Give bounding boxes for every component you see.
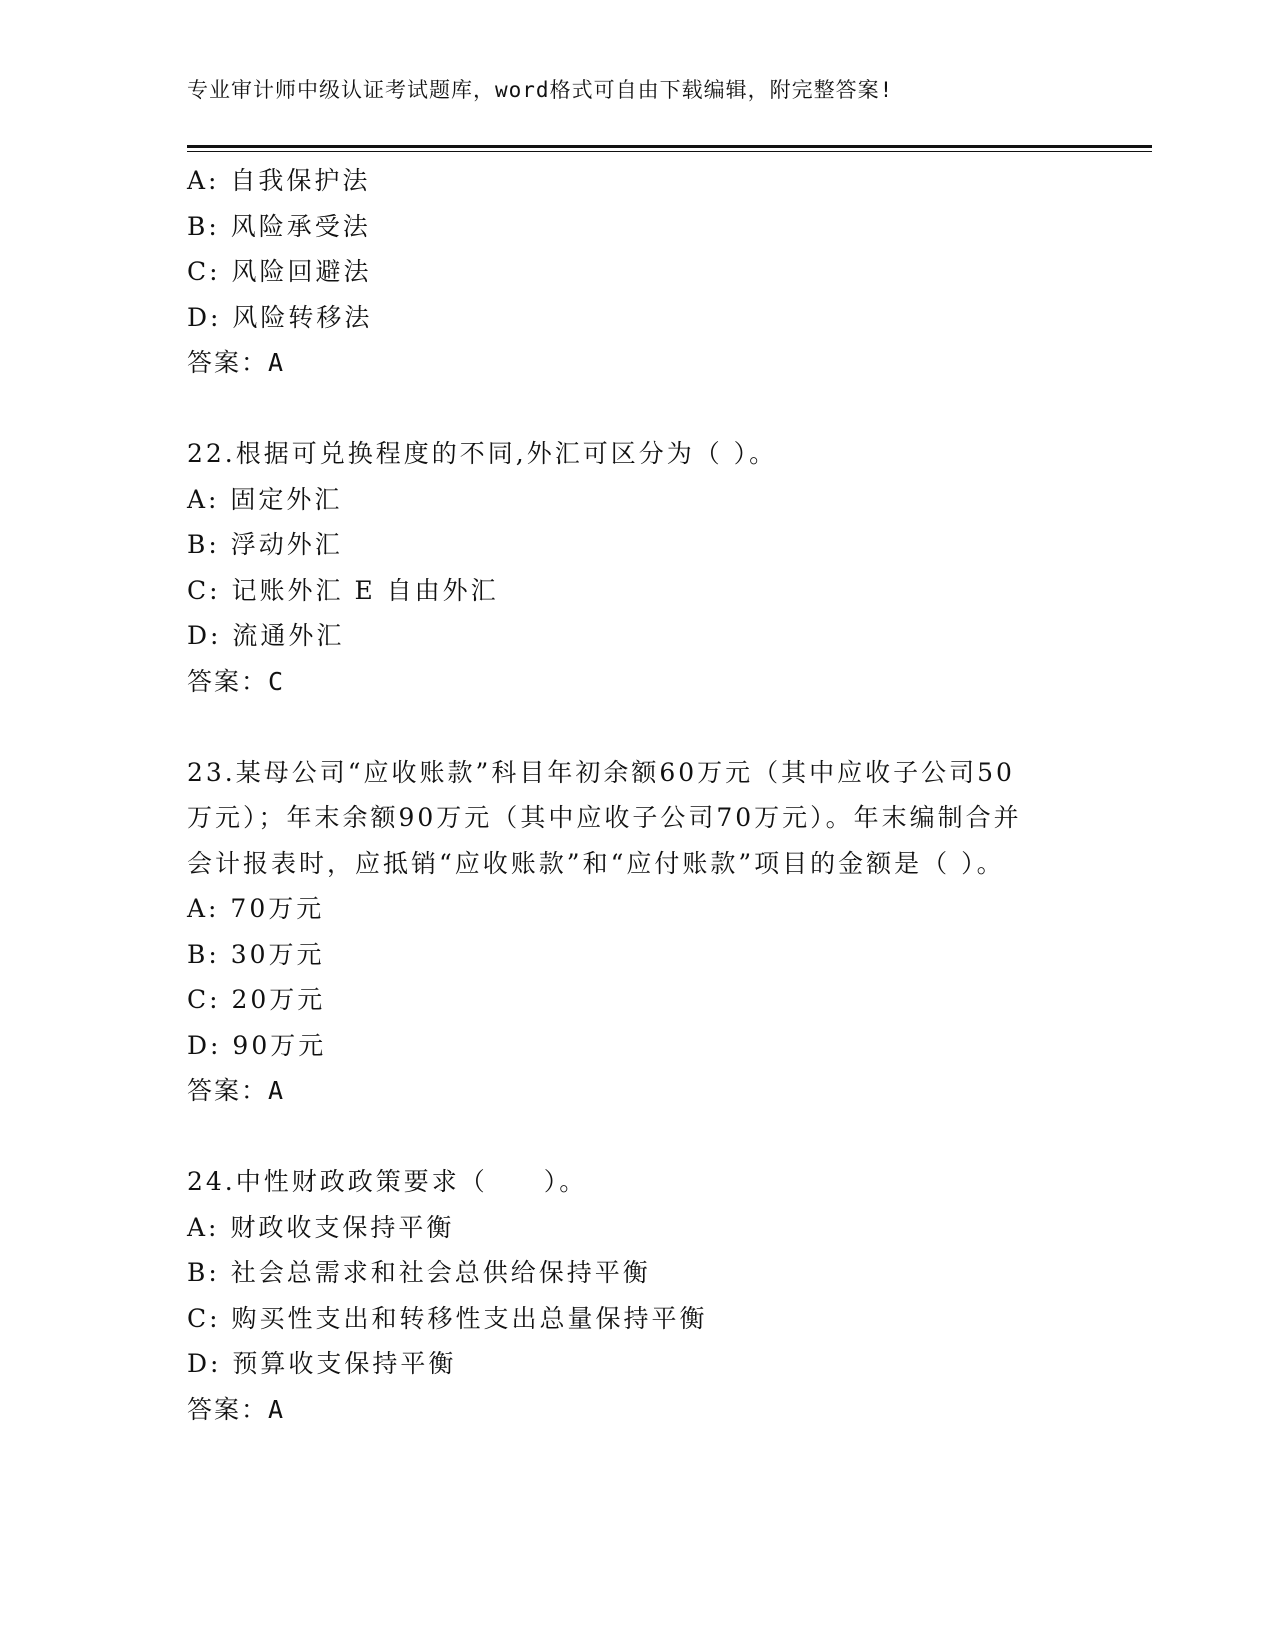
- spacer: [187, 1114, 1067, 1160]
- option-d: D: 预算收支保持平衡: [187, 1349, 457, 1378]
- option-b: B: 30万元: [187, 939, 325, 969]
- answer-label: 答案：: [187, 1394, 269, 1424]
- answer-line: [187, 659, 1067, 705]
- header-rule-thin: [187, 151, 1152, 152]
- spacer: [187, 704, 1067, 750]
- document-body: [187, 158, 1067, 1432]
- question-24: [187, 1159, 1067, 1432]
- answer-line: [187, 1387, 1067, 1433]
- option-a: A: 70万元: [187, 894, 325, 923]
- option-a: A: 固定外汇: [187, 484, 343, 514]
- option-c: C: 记账外汇 E 自由外汇: [187, 575, 499, 605]
- option-c: C: 20万元: [187, 985, 326, 1014]
- answer-value: A: [268, 348, 286, 377]
- answer-label: 答案：: [187, 666, 269, 696]
- option-b: B: 社会总需求和社会总供给保持平衡: [187, 1258, 651, 1287]
- option-c: C: 购买性支出和转移性支出总量保持平衡: [187, 1303, 708, 1333]
- answer-label: 答案：: [187, 348, 269, 377]
- question-stem: 22.根据可兑换程度的不同,外汇可区分为（ ）。: [187, 439, 778, 468]
- spacer: [187, 386, 1067, 432]
- option-b: B: 风险承受法: [187, 211, 371, 241]
- answer-line: [187, 1068, 1067, 1114]
- question-stem: 23.某母公司“应收账款”科目年初余额60万元（其中应收子公司50万元）；年末余额90万元（其中应收子公司70万元）。年末编制合并会计报表时，应抵销“应收账款”和“应付账款”项目的金额是（ ）。: [187, 757, 1022, 878]
- question-stem: 24.中性财政政策要求（ ）。: [187, 1167, 588, 1196]
- answer-line: [187, 340, 1067, 386]
- page-header: 专业审计师中级认证考试题库，word格式可自由下载编辑，附完整答案!: [187, 78, 894, 102]
- option-a: A: 自我保护法: [187, 166, 371, 195]
- answer-value: C: [268, 666, 286, 696]
- option-d: D: 流通外汇: [187, 621, 345, 650]
- option-d: D: 风险转移法: [187, 302, 373, 332]
- option-b: B: 浮动外汇: [187, 530, 343, 559]
- option-a: A: 财政收支保持平衡: [187, 1212, 455, 1242]
- answer-value: A: [268, 1394, 286, 1424]
- question-23: [187, 750, 1067, 1114]
- answer-value: A: [268, 1076, 286, 1105]
- header-rule-thick: [187, 145, 1152, 148]
- question-22: [187, 431, 1067, 704]
- option-c: C: 风险回避法: [187, 257, 372, 286]
- answer-label: 答案：: [187, 1076, 269, 1105]
- question-continuation: [187, 158, 1067, 386]
- option-d: D: 90万元: [187, 1030, 327, 1060]
